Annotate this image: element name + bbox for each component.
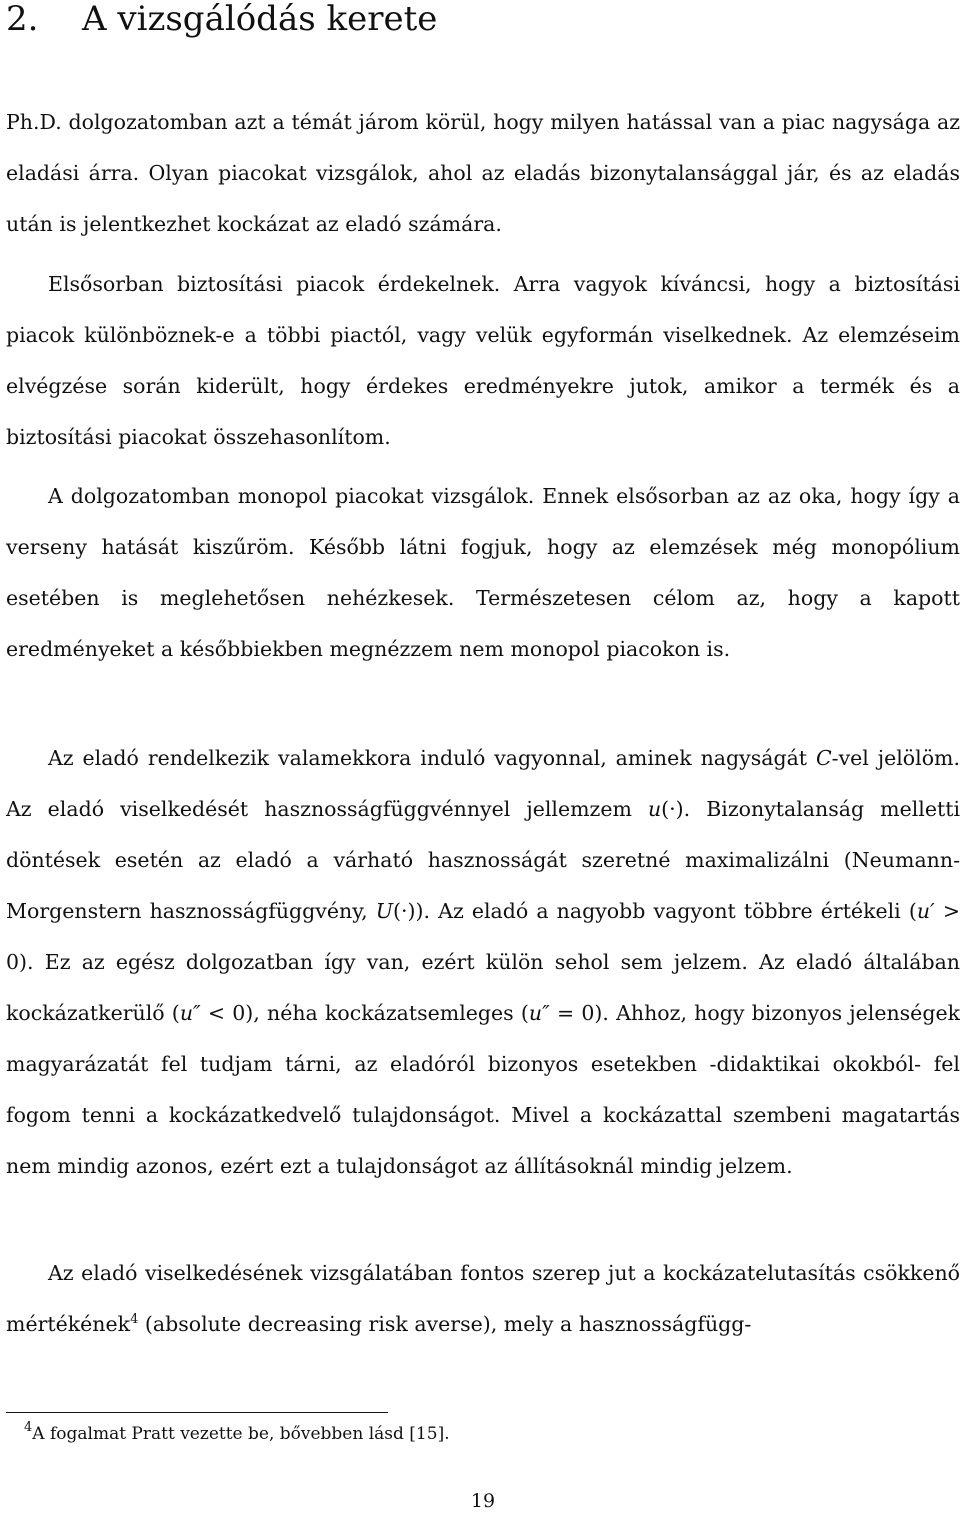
paragraph-4-text: = 0). Ahhoz, hogy bizonyos jelenségek magyarázatát fel tudjam tárni, az eladóról bizonyos esetekben -didaktikai okokból- fel fogom tenni a kockázatkedvelő tulajdonságot. Mivel a kockázattal szembeni magatartás nem mindig azonos, ezért ezt a tulajdonságot az állításoknál mindig jelzem. — [6, 1001, 960, 1178]
paragraph-5-text: (absolute decreasing risk averse), mely a hasznosságfügg- — [138, 1312, 752, 1336]
paragraph-3: A dolgozatomban monopol piacokat vizsgálok. Ennek elsősorban az az oka, hogy így a verseny hatását kiszűröm. Később látni fogjuk, hogy az elemzések még monopólium esetében is meglehetősen nehézkesek. Természetesen célom az, hogy a kapott eredményeket a későbbiekben megnézzem nem monopol piacokon is. — [6, 484, 960, 661]
paragraph-5 — [6, 1248, 960, 1350]
chapter-title: A vizsgálódás kerete — [82, 0, 438, 39]
paragraph-4-text: -vel jelölöm. Az eladó viselkedését hasznosságfüggvénnyel jellemzem — [6, 746, 960, 821]
paragraph-2: Elsősorban biztosítási piacok érdekelnek. Arra vagyok kíváncsi, hogy a biztosítási piacok különböznek-e a többi piactól, vagy velük egyformán viselkednek. Az elemzéseim elvégzése során kiderült, hogy érdekes eredményekre jutok, amikor a termék és a biztosítási piacokat összehasonlítom. — [6, 272, 960, 449]
paragraph-4-text: > 0). Ez az egész dolgozatban így van, ezért külön sehol sem jelzem. Az eladó általában kockázatkerülő ( — [6, 899, 960, 1025]
footnote-ref[interactable]: 4 — [130, 1312, 139, 1327]
footnote-marker: 4 — [24, 1420, 33, 1435]
footnote — [24, 1420, 450, 1448]
math-symbol: U — [375, 899, 393, 923]
chapter-number: 2. — [6, 0, 39, 39]
paragraph-4-text: Az eladó rendelkezik valamekkora induló vagyonnal, aminek nagyságát — [48, 746, 816, 770]
paragraph-5-text: Az eladó viselkedésének vizsgálatában fontos szerep jut a kockázatelutasítás csökkenő mértékének — [6, 1261, 960, 1336]
chapter-heading — [6, 0, 437, 40]
paragraph-4 — [6, 733, 960, 1192]
footnote-divider — [6, 1412, 388, 1413]
math-symbol: u — [647, 797, 662, 821]
math-symbol: C — [815, 746, 832, 770]
page-number: 19 — [470, 1490, 496, 1512]
document-page — [6, 0, 960, 1514]
math-symbol: u″ — [179, 1001, 201, 1025]
footnote-text: A fogalmat Pratt vezette be, bővebben lásd [15]. — [32, 1424, 450, 1444]
paragraph-4-text: (·). Bizonytalanság melletti döntések esetén az eladó a várható hasznosságát szeretné maximalizálni (Neumann-Morgenstern hasznosságfüggvény, — [6, 797, 960, 923]
paragraph-4-text: < 0), néha kockázatsemleges ( — [200, 1001, 529, 1025]
math-symbol: u″ — [528, 1001, 550, 1025]
paragraph-4-text: (·)). Az eladó a nagyobb vagyont többre értékeli ( — [393, 899, 917, 923]
paragraph-1: Ph.D. dolgozatomban azt a témát járom körül, hogy milyen hatással van a piac nagysága az eladási árra. Olyan piacokat vizsgálok, ahol az eladás bizonytalansággal jár, és az eladás után is jelentkezhet kockázat az eladó számára. — [6, 110, 960, 236]
math-symbol: u′ — [916, 899, 935, 923]
